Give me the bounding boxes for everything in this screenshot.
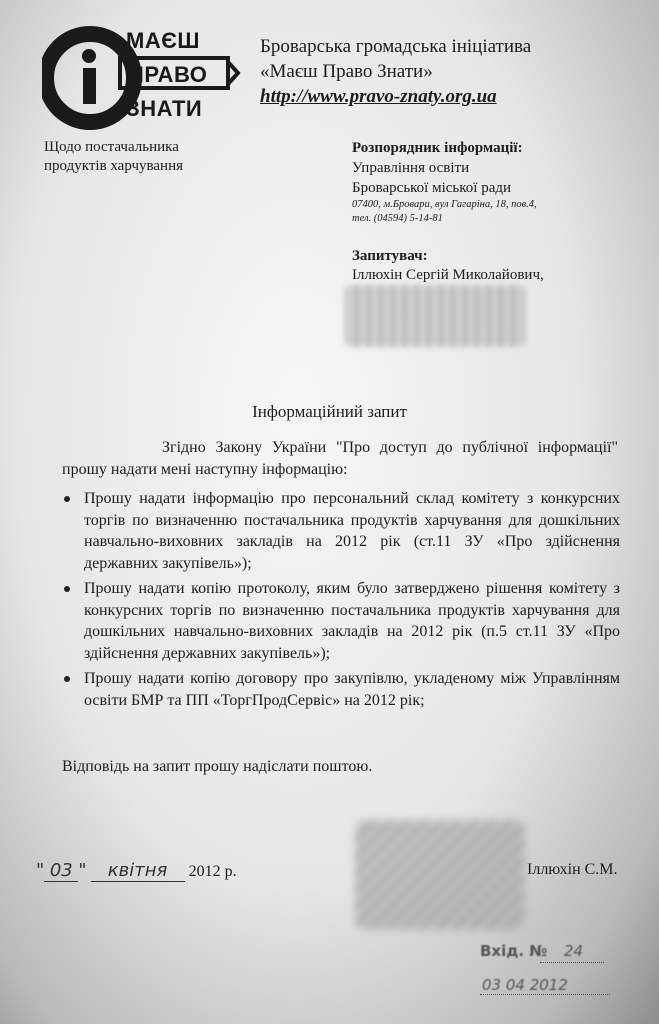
list-item (64, 488, 620, 574)
organization-name-line2: «Маєш Право Знати» (260, 61, 433, 82)
list-item-text: Прошу надати інформацію про персональний склад комітету з конкурсних торгів по визначенню постачальника продуктів харчування для дошкільних навчально-виховних закладів на 2012 рік (ст.11 ЗУ «Про здійснення державних закупівель»); (84, 490, 620, 572)
request-list (64, 488, 620, 715)
date-open-quote: " (36, 860, 45, 881)
requester-name: Іллюхін Сергій Миколайович, (352, 267, 544, 283)
stamp-divider (540, 962, 604, 963)
list-item-text: Прошу надати копію договору про закупівлю, укладеному між Управлінням освіти БМР та ПП «ТоргПродСервіс» на 2012 рік; (84, 670, 620, 709)
organization-url-link[interactable]: http://www.pravo-znaty.org.ua (260, 86, 497, 107)
letter-subject (44, 138, 183, 176)
stamp-label: Вхід. № (480, 942, 548, 960)
signer-name: Іллюхін С.М. (527, 861, 618, 878)
stamp-number: 24 (564, 942, 584, 960)
logo-text-line3: ЗНАТИ (126, 96, 203, 121)
recipient-address: 07400, м.Бровари, вул Гагаріна, 18, пов.4, (352, 199, 537, 210)
recipient-block (352, 138, 537, 226)
logo-text-line2: ПРАВО (128, 62, 208, 87)
intro-paragraph: Згідно Закону України "Про доступ до публічної інформації" прошу надати мені наступну інформацію: (62, 439, 618, 478)
date-close-quote: " (78, 860, 87, 881)
bullet-icon (64, 496, 70, 502)
logo-text-line1: МАЄШ (126, 28, 200, 53)
document-title: Інформаційний запит (252, 402, 407, 421)
date-line (36, 860, 237, 882)
organization-name-line1: Броварська громадська ініціатива (260, 36, 532, 57)
subject-line2: продуктів харчування (44, 158, 183, 174)
list-item (64, 668, 620, 711)
redacted-contact-info (345, 285, 525, 347)
bullet-icon (64, 586, 70, 592)
date-day: 03 (44, 860, 78, 882)
recipient-phone: тел. (04594) 5-14-81 (352, 213, 443, 224)
recipient-line1: Управління освіти (352, 160, 470, 176)
redacted-signature (355, 820, 525, 930)
stamp-divider (480, 994, 610, 995)
stamp-date: 03 04 2012 (482, 976, 568, 994)
recipient-label: Розпорядник інформації: (352, 140, 523, 156)
requester-block (352, 247, 544, 285)
date-month: квітня (91, 860, 185, 882)
incoming-stamp (460, 940, 620, 1002)
bullet-icon (64, 676, 70, 682)
reply-note: Відповідь на запит прошу надіслати поштою. (62, 758, 373, 775)
date-year: 2012 р. (188, 863, 237, 880)
recipient-line2: Броварської міської ради (352, 180, 512, 196)
subject-line1: Щодо постачальника (44, 139, 179, 155)
requester-label: Запитувач: (352, 248, 428, 264)
organization-header (260, 34, 531, 109)
organization-logo (42, 22, 242, 134)
list-item-text: Прошу надати копію протоколу, яким було затверджено рішення комітету з конкурсних торгів по визначенню постачальника продуктів харчування для дошкільних навчально-виховних закладів на 2012 рік (п.5 ст.11 ЗУ «Про здійснення державних закупівель»); (84, 580, 620, 662)
list-item (64, 578, 620, 664)
